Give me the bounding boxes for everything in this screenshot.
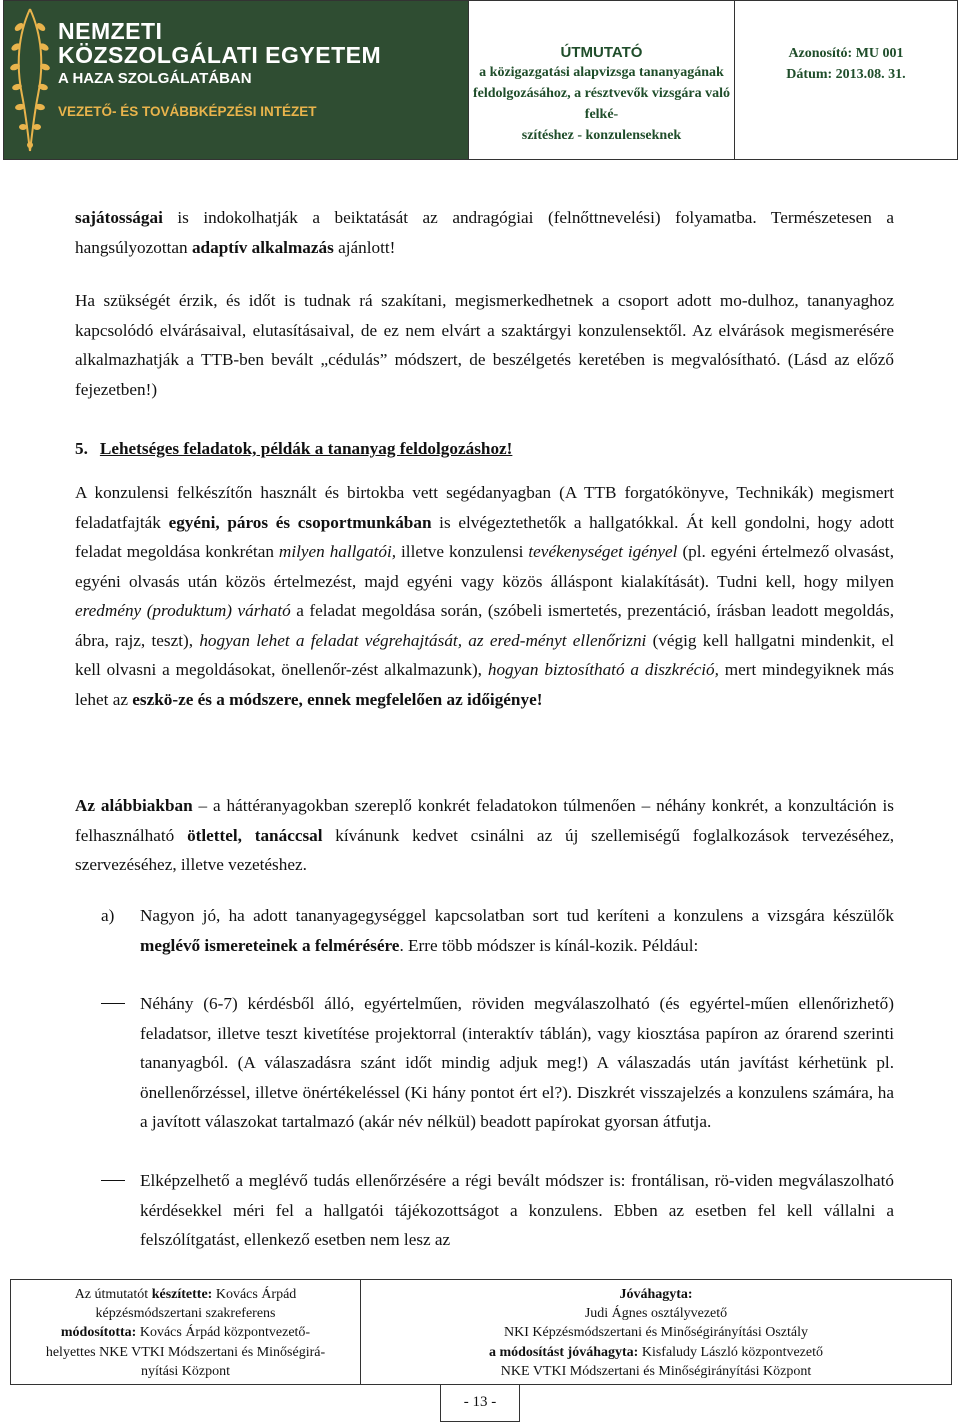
document-id-block — [735, 1, 957, 159]
list-item-dash-1 — [75, 989, 894, 1137]
text-line: helyettes NKE VTKI Módszertani és Minőségirá- — [45, 1344, 326, 1360]
document-subtitle-3: szítéshez - konzulenseknek — [521, 128, 682, 143]
text-bold: sajátosságai — [75, 208, 163, 227]
document-title-block — [469, 1, 735, 159]
text-run: Elképzelhető a meglévő tudás ellenőrzésére a régi bevált módszer is: frontálisan, rö-viden megválaszolható kérdésekkel méri fel a hallgatói tájékozottságot a konzulens. Ebben az esetben fel kell vállalni a felszólítgatást, ellenkező esetben nem lesz az — [140, 1171, 894, 1249]
document-subtitle-1: a közigazgatási alapvizsga tananyagának — [479, 65, 724, 80]
text-line: nyítási Központ — [140, 1363, 231, 1379]
text-italic: hogyan biztosítható a diszkréció, — [487, 660, 719, 679]
text-run: A konzulensi felkészítőn használt és birtokba vett segédanyagban (A TTB forgatókönyve, Technikák) megismert feladatfajták — [75, 483, 894, 532]
document-footer — [10, 1279, 952, 1385]
logo-line-3: A HAZA SZOLGÁLATÁBAN — [58, 70, 252, 87]
text-run: Néhány (6-7) kérdésből álló, egyértelműen, röviden megválaszolható (és egyértel-műen ellenőrizhető) feladatsor, illetve teszt kivetítése projektorral (interaktív táblán), vagy kiosztása papíron az órarend szerinti tananyagból. (A válaszadásra szánt időt mindig adjuk meg!) A válaszadás után javítást kérhetünk pl. önellenőrzéssel, illetve önértékeléssel (Ki hány pontot ért el?). Diszkrét visszajelzés a konzulens számára, ha a javított válaszokat tartalmazó (akár név nélkül) beadott papírokat gyorsan átfutja. — [140, 994, 894, 1131]
logo-line-1: NEMZETI — [58, 18, 163, 44]
text-run: Kovács Árpád központvezető- — [136, 1325, 311, 1341]
text-italic: milyen hallgatói, — [278, 542, 397, 561]
text-bold: Az alábbiakban — [75, 796, 193, 815]
list-marker: a) — [101, 906, 115, 925]
logo-line-2: KÖZSZOLGÁLATI EGYETEM — [58, 42, 382, 68]
text-bold: Jóváhagyta: — [619, 1287, 693, 1302]
text-line: NKE VTKI Módszertani és Minőségirányítási Központ — [500, 1363, 812, 1379]
text-line: Judi Ágnes osztályvezető — [584, 1306, 728, 1322]
text-italic: eredmény (produktum) várható — [75, 601, 291, 620]
list-item-a — [75, 901, 894, 960]
text-bold: módosította: — [60, 1325, 137, 1341]
text-bold: meglévő ismereteinek a felmérésére — [140, 935, 400, 955]
text-italic: hogyan lehet a feladat végrehajtását, az ered-ményt ellenőrizni — [199, 630, 647, 650]
text-run: is indokolhatják a beiktatását az andragógiai (felnőttnevelési) folyamatba. Természetesen a hangsúlyozottan — [75, 208, 894, 257]
footer-author-block — [11, 1280, 361, 1384]
text-run: ajánlott! — [333, 237, 396, 257]
list-item-dash-2 — [75, 1166, 894, 1255]
text-run: Nagyon jó, ha adott tananyagegységgel kapcsolatban sort tud keríteni a konzulens a vizsgára készülők — [140, 906, 894, 925]
footer-approval-block — [361, 1280, 951, 1384]
text-bold: ötlettel, tanáccsal — [187, 825, 323, 845]
document-title: ÚTMUTATÓ — [560, 44, 643, 61]
text-run: (pl. egyéni értelmező olvasást, egyéni olvasás után közös értelmezést, majd egyéni vagy közös álláspont kialakítását). Tudni kell, hogy milyen — [75, 542, 894, 591]
wreath-emblem-icon — [10, 5, 50, 155]
paragraph-4 — [75, 791, 894, 880]
paragraph-1 — [75, 203, 894, 262]
text-run: is elvégeztethetők a hallgatókkal. Át kell gondolni, hogy adott feladat megoldása konkrétan — [75, 512, 894, 561]
text-line: képzésmódszertani szakreferens — [95, 1306, 276, 1322]
text-run: Az útmutatót — [74, 1287, 152, 1302]
text-run: Ha szükségét érzik, és időt is tudnak rá szakítani, megismerkedhetnek a csoport adott mo-dulhoz, tananyaghoz kapcsolódó elvárásaival, elutasításaival, de ez nem elvárt a szaktárgyi konzulensektől. Az elvárások megismerésére alkalmazhatják a TTB-ben bevált „cédulás” módszert, de beszélgetés keretében is megvalósítható. (Lásd az előző fejezetben!) — [75, 291, 894, 399]
university-logo — [4, 1, 469, 159]
section-number: 5. — [75, 439, 88, 458]
text-run: – a háttéranyagokban szereplő konkrét feladatokon túlmenően – néhány konkrét, a konzultáción is felhasználható — [75, 796, 894, 845]
text-run: . Erre több módszer is kínál-kozik. Például: — [399, 935, 699, 955]
text-bold: eszkö-ze és a módszere, ennek megfelelően az időigénye! — [132, 689, 543, 709]
document-date: Dátum: 2013.08. 31. — [786, 67, 906, 82]
text-run: Kovács Árpád — [212, 1287, 297, 1302]
text-run: illetve konzulensi — [396, 542, 529, 561]
text-bold: egyéni, páros és csoportmunkában — [168, 512, 432, 532]
text-run: (végig kell hallgatni mindenkit, el kell olvasni a megoldásokat, önellenőr-zést alkalmazunk), — [75, 630, 894, 679]
page-number: - 13 - — [440, 1384, 520, 1422]
text-line: NKI Képzésmódszertani és Minőségirányítási Osztály — [503, 1325, 809, 1341]
text-run: a feladat megoldása során, (szóbeli ismertetés, prezentáció, írásban leadott megoldás, ábra, rajz, teszt), — [75, 601, 894, 650]
text-run: mert mindegyiknek más lehet az — [75, 660, 894, 709]
text-run: kívánunk kedvet csinálni az új szellemiségű foglalkozások tervezéséhez, szervezéséhez, illetve vezetéshez. — [75, 825, 895, 874]
text-bold: adaptív alkalmazás — [191, 237, 334, 257]
dash-bullet-icon — [101, 1180, 125, 1181]
text-run: Kisfaludy László központvezető — [638, 1344, 823, 1360]
text-bold: készítette: — [151, 1287, 213, 1302]
paragraph-2 — [75, 286, 894, 404]
document-header — [3, 0, 958, 160]
logo-wordmark — [58, 19, 381, 121]
text-italic: tevékenységet igényel — [528, 542, 678, 561]
document-subtitle-2: feldolgozásához, a résztvevők vizsgára való felké- — [472, 86, 730, 122]
paragraph-3 — [75, 478, 894, 714]
document-id: Azonosító: MU 001 — [788, 46, 904, 61]
text-bold: a módosítást jóváhagyta: — [488, 1344, 639, 1360]
dash-bullet-icon — [101, 1003, 125, 1004]
logo-line-4: VEZETŐ- ÉS TOVÁBBKÉPZÉSI INTÉZET — [58, 104, 317, 119]
section-heading — [75, 437, 512, 461]
section-title: Lehetséges feladatok, példák a tananyag feldolgozáshoz! — [99, 439, 513, 458]
